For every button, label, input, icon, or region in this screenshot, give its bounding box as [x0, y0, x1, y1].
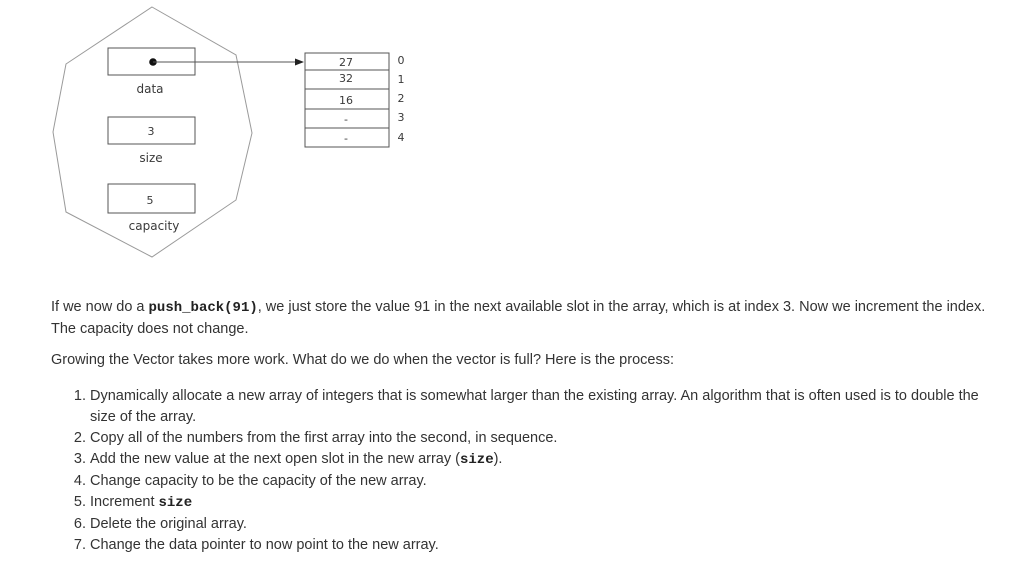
- array-index: 3: [397, 111, 405, 124]
- capacity-label: capacity: [128, 219, 180, 233]
- inline-code: size: [158, 495, 193, 511]
- list-item: [90, 492, 1001, 514]
- array-cell-value: -: [344, 113, 348, 126]
- process-steps-list: [51, 386, 1001, 556]
- array-index: 1: [397, 73, 405, 86]
- list-item: [90, 386, 1001, 428]
- list-item-text: Change the data pointer to now point to the new array.: [90, 537, 439, 553]
- paragraph-push-back: [51, 297, 1001, 340]
- array-index: 4: [397, 131, 405, 144]
- pointer-arrowhead: [295, 59, 304, 66]
- paragraph-growing: Growing the Vector takes more work. What do we do when the vector is full? Here is the process:: [51, 352, 674, 368]
- size-value: 3: [147, 125, 155, 138]
- list-item: [90, 428, 1001, 449]
- data-label: data: [136, 82, 164, 96]
- array-cell-value: 32: [339, 72, 353, 85]
- array-cell-value: -: [344, 132, 348, 145]
- array-cell-value: 16: [339, 94, 353, 107]
- list-item-text: Copy all of the numbers from the first array into the second, in sequence.: [90, 430, 558, 446]
- list-item-text: Add the new value at the next open slot in the new array (: [90, 451, 460, 467]
- paragraph-text: If we now do a: [51, 299, 149, 315]
- array-index: 0: [397, 54, 405, 67]
- size-label: size: [139, 151, 163, 165]
- list-item-text: Delete the original array.: [90, 516, 247, 532]
- list-item: [90, 471, 1001, 492]
- list-item-text: Increment: [90, 494, 159, 510]
- inline-code: push_back(91): [148, 300, 258, 316]
- array-index: 2: [397, 92, 405, 105]
- list-item-text: Change capacity to be the capacity of the new array.: [90, 473, 427, 489]
- list-item: [90, 535, 1001, 556]
- list-item-text: Dynamically allocate a new array of integers that is somewhat larger than the existing array. An algorithm that is often used is to double the size of the array.: [90, 388, 979, 425]
- article-body: [51, 297, 1001, 556]
- list-item: [90, 449, 1001, 471]
- inline-code: size: [459, 452, 494, 468]
- capacity-value: 5: [146, 194, 154, 207]
- list-item-text: ).: [493, 451, 503, 467]
- list-item: [90, 514, 1001, 535]
- heap-array: [305, 53, 405, 147]
- paragraph-text: , we just store the value 91 in the next available slot in the array, which is at index 3. Now we increment the index. The capacity does not change.: [51, 299, 986, 337]
- array-cell-value: 27: [339, 56, 353, 69]
